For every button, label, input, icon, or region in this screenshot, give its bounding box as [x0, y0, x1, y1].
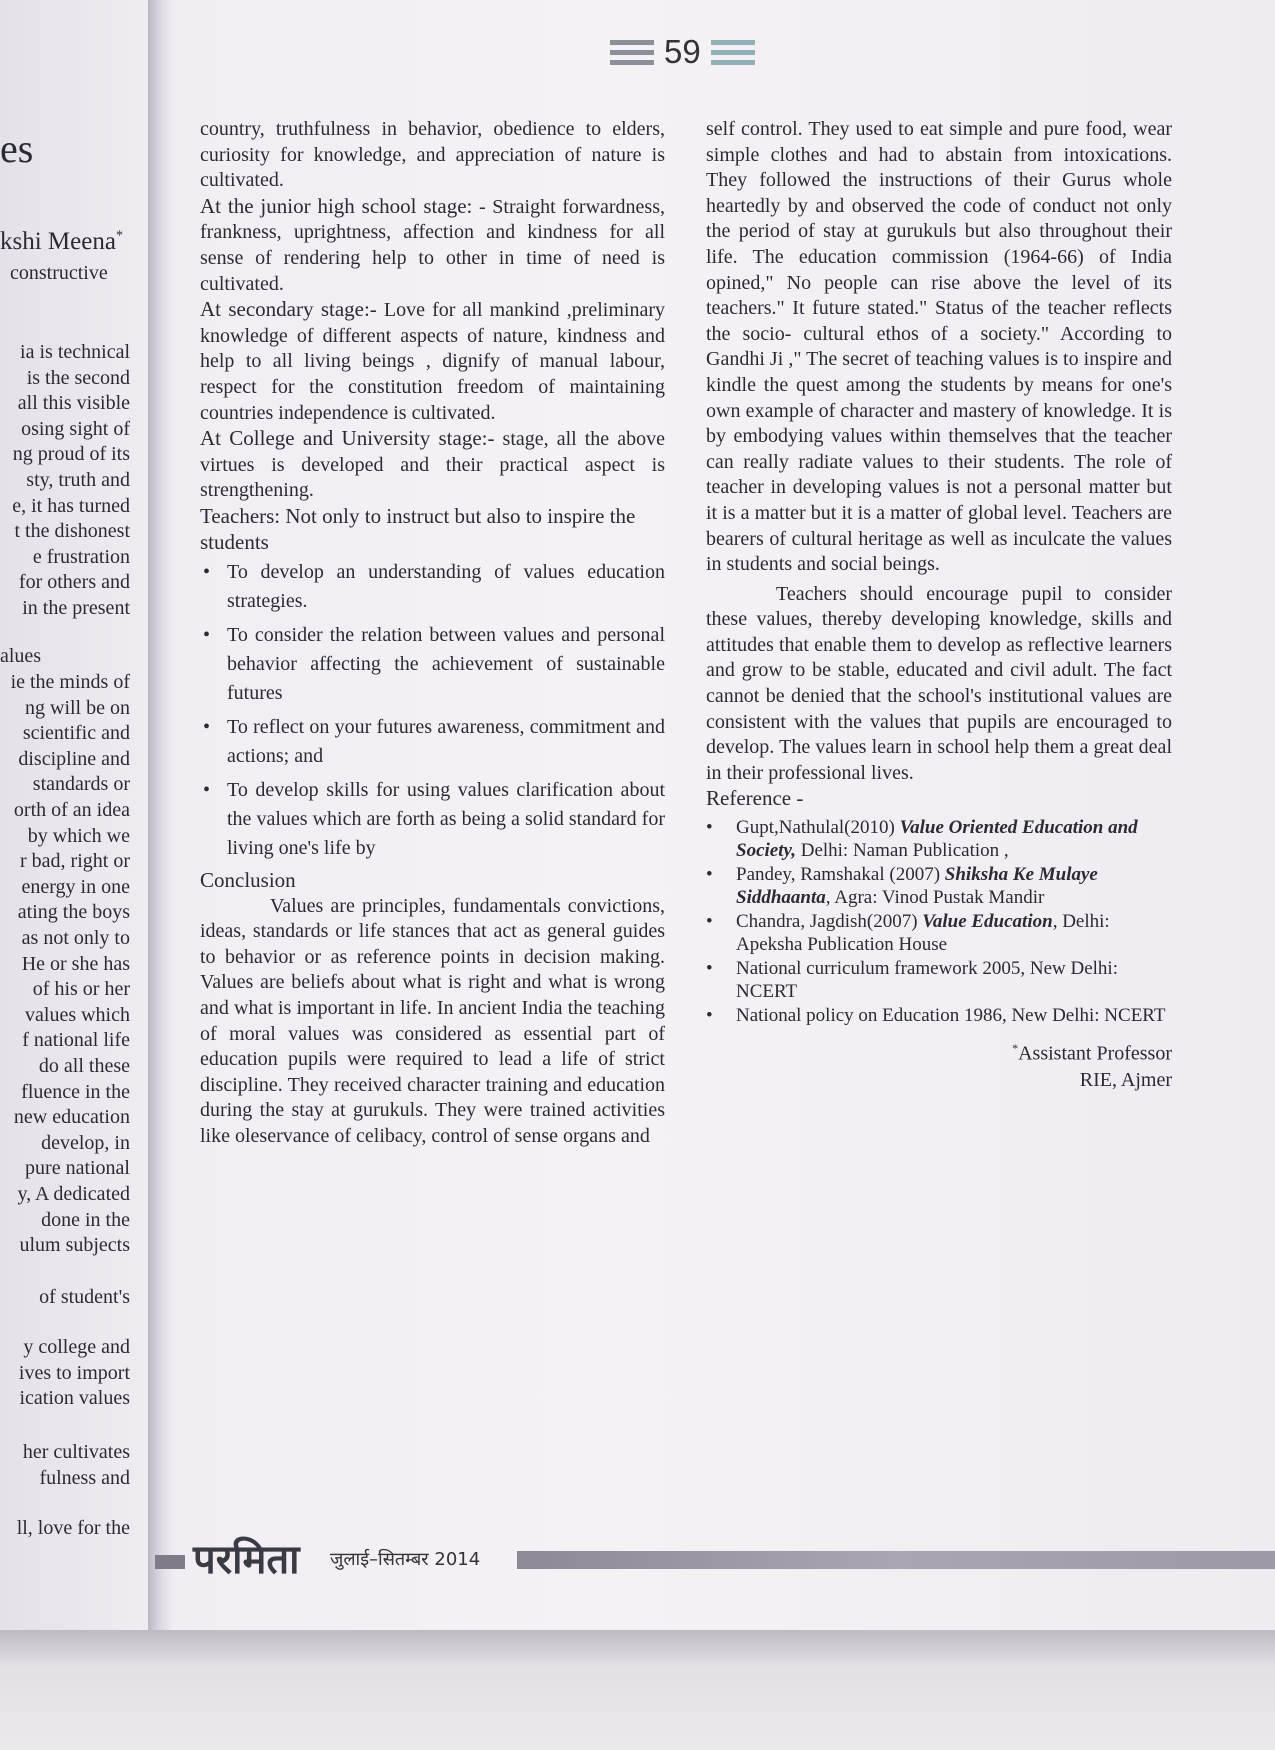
page-number: 59 [664, 33, 701, 70]
stage-label: At secondary stage:- [200, 297, 377, 322]
left-fragment-line: ll, love for the [16, 1517, 130, 1539]
left-fragment-line: discipline and [18, 747, 130, 770]
journal-logo: परमिता [193, 1537, 300, 1583]
left-fragment-line: scientific and [22, 722, 130, 745]
footer-bar-right [517, 1551, 1275, 1569]
teachers-heading: Teachers: Not only to instruct but also to inspire the students [200, 503, 636, 554]
left-fragment-line: sty, truth and [26, 469, 130, 491]
left-fragment-line: for others and [18, 571, 130, 594]
left-fragment-line: e frustration [32, 545, 130, 568]
left-fragment-line: osing sight of [21, 417, 130, 440]
reference-item: • National policy on Education 1986, New Delhi: NCERT [706, 1004, 1172, 1027]
left-fragment-line: He or she has [21, 952, 130, 975]
left-fragment-line: her cultivates [22, 1441, 130, 1463]
left-fragment-line: values which [25, 1003, 130, 1026]
left-fragment-line: ating the boys [17, 901, 130, 924]
left-fragment-line: new education [13, 1106, 130, 1129]
list-item: • To develop skills for using values clarification about the values which are forth as being a solid standard for living one's life by [200, 776, 665, 863]
left-fragment-line: ng will be on [25, 696, 130, 719]
left-heading-fragment: es [0, 126, 34, 171]
left-fragment-line: y college and [23, 1336, 130, 1358]
page-number-header [610, 22, 755, 82]
text-column-left [200, 117, 665, 1150]
paragraph: self control. They used to eat simple and pure food, wear simple clothes and had to abstain from intoxications. They followed the instructions of their Gurus whole heartedly by and observed the code of conduct not only the period of stay at gurukuls but also throughout their life. The education commission (1964-66) of India opined," No people can rise above the level of its teachers." It future stated." Status of the teacher reflects the socio- cultural ethos of a society." According to Gandhi Ji ," The secret of teaching values is to inspire and kindle the quest among the students by means for one's own example of character and mastery of knowledge. It is by embodying values within themselves that the teacher can really radiate values to their students. The role of teacher in developing values is not a personal matter but it is a matter but it is a matter of global level. Teachers are bearers of cultural heritage as well as inculcate the values in students and social beings. [706, 118, 1172, 576]
left-fragment-line: ication values [19, 1387, 130, 1410]
issue-date: जुलाई–सितम्बर 2014 [330, 1549, 481, 1570]
left-fragment-line: energy in one [21, 875, 130, 898]
paragraph: At College and University stage:- stage, all the above virtues is developed and their practical aspect is strengthening. [200, 426, 665, 502]
left-fragment-line: ulum subjects [19, 1234, 130, 1257]
journal-footer [155, 1535, 1275, 1585]
text-column-right [706, 117, 1172, 1093]
left-fragment-line: all this visible [17, 392, 130, 415]
paragraph: country, truthfulness in behavior, obedience to elders, curiosity for knowledge, and appreciation of nature is cultivated. [200, 118, 665, 192]
paragraph: Teachers should encourage pupil to consider these values, thereby developing knowledge, skills and attitudes that enable them to develop as reflective learners and grow to be stable, educated and civil adult. The fact cannot be denied that the school's institutional values are consistent with the values that pupils are encouraged to develop. The values learn in school help them a great deal in their professional lives. [706, 582, 1172, 784]
left-fragment-line: e, it has turned [12, 494, 130, 517]
left-fragment-line: standards or [32, 773, 130, 796]
left-fragment-line: ng proud of its [12, 443, 130, 466]
left-fragment-line: fluence in the [21, 1080, 130, 1103]
reference-heading: Reference - [706, 786, 804, 811]
left-fragment-line: done in the [41, 1208, 130, 1231]
paragraph: At the junior high school stage: - Straight forwardness, frankness, uprightness, affection and kindness for all sense of rendering help to other in time of need is cultivated. [200, 193, 666, 295]
left-fragment-line: of his or her [32, 978, 130, 1001]
bullet-list [200, 558, 665, 863]
header-ornament-left [610, 40, 654, 65]
left-fragment-line: orth of an idea [13, 799, 130, 821]
paragraph: At secondary stage:- Love for all mankind ,preliminary knowledge of different aspects of nature, kindness and help to all living beings , dignify of manual labour, respect for the constitution freedom of maintaining countries independence is cultivated. [200, 297, 665, 424]
left-fragment-line: y, A dedicated [17, 1183, 130, 1205]
left-fragment-line: fulness and [39, 1466, 130, 1489]
reference-item: • Gupt,Nathulal(2010) Value Oriented Education and Society, Delhi: Naman Publication , [706, 816, 1172, 862]
left-section-heading: alues [0, 645, 42, 667]
left-fragment-line: of student's [39, 1286, 130, 1308]
left-fragment-line: r bad, right or [20, 850, 130, 873]
left-author-fragment: kshi Meena* [0, 228, 123, 255]
list-item: • To reflect on your futures awareness, commitment and actions; and [200, 713, 665, 771]
left-fragment-line: is the second [26, 366, 130, 389]
left-fragment-line: do all these [38, 1055, 130, 1077]
stage-label: At College and University stage:- [200, 426, 495, 451]
left-fragment-line: pure national [25, 1157, 130, 1180]
paragraph: Values are principles, fundamentals convictions, ideas, standards or life stances that act as general guides to behavior or as reference points in decision making. Values are beliefs about what is right and what is wrong and what is important in life. In ancient India the teaching of moral values was considered as essential part of education pupils were required to lead a life of strict discipline. They received character training and education during the stay at gurukuls. They were trained activities like oleservance of celibacy, control of sense organs and [200, 894, 665, 1148]
left-fragment-line: by which we [27, 824, 130, 847]
page-bottom-edge [0, 1630, 1275, 1750]
left-fragment-line: develop, in [41, 1131, 130, 1154]
reference-list [706, 816, 1172, 1027]
list-item: • To develop an understanding of values education strategies. [200, 558, 665, 616]
stage-label: At the junior high school stage: [200, 193, 473, 218]
left-fragment-line: ia is technical [20, 341, 130, 363]
left-fragment-line: ives to import [18, 1361, 130, 1384]
reference-item: • Chandra, Jagdish(2007) Value Education, Delhi: Apeksha Publication House [706, 910, 1172, 956]
left-page-fragment [0, 0, 150, 1600]
conclusion-heading: Conclusion [200, 868, 296, 893]
left-fragment-line: t the dishonest [14, 520, 130, 543]
header-ornament-right [711, 40, 755, 65]
left-fragment-line: ie the minds of [10, 671, 130, 693]
left-fragment-line: f national life [22, 1029, 130, 1052]
left-author-line2: constructive [10, 262, 108, 284]
reference-item: • Pandey, Ramshakal (2007) Shiksha Ke Mulaye Siddhaanta, Agra: Vinod Pustak Mandir [706, 863, 1172, 909]
author-affiliation: *Assistant Professor RIE, Ajmer [1012, 1041, 1172, 1091]
reference-item: • National curriculum framework 2005, New Delhi: NCERT [706, 957, 1172, 1003]
left-fragment-line: as not only to [21, 927, 130, 949]
footer-bar-left [155, 1555, 185, 1569]
book-gutter [148, 0, 172, 1630]
list-item: • To consider the relation between values and personal behavior affecting the achievement of sustainable futures [200, 621, 665, 708]
left-fragment-line: in the present [22, 597, 130, 619]
